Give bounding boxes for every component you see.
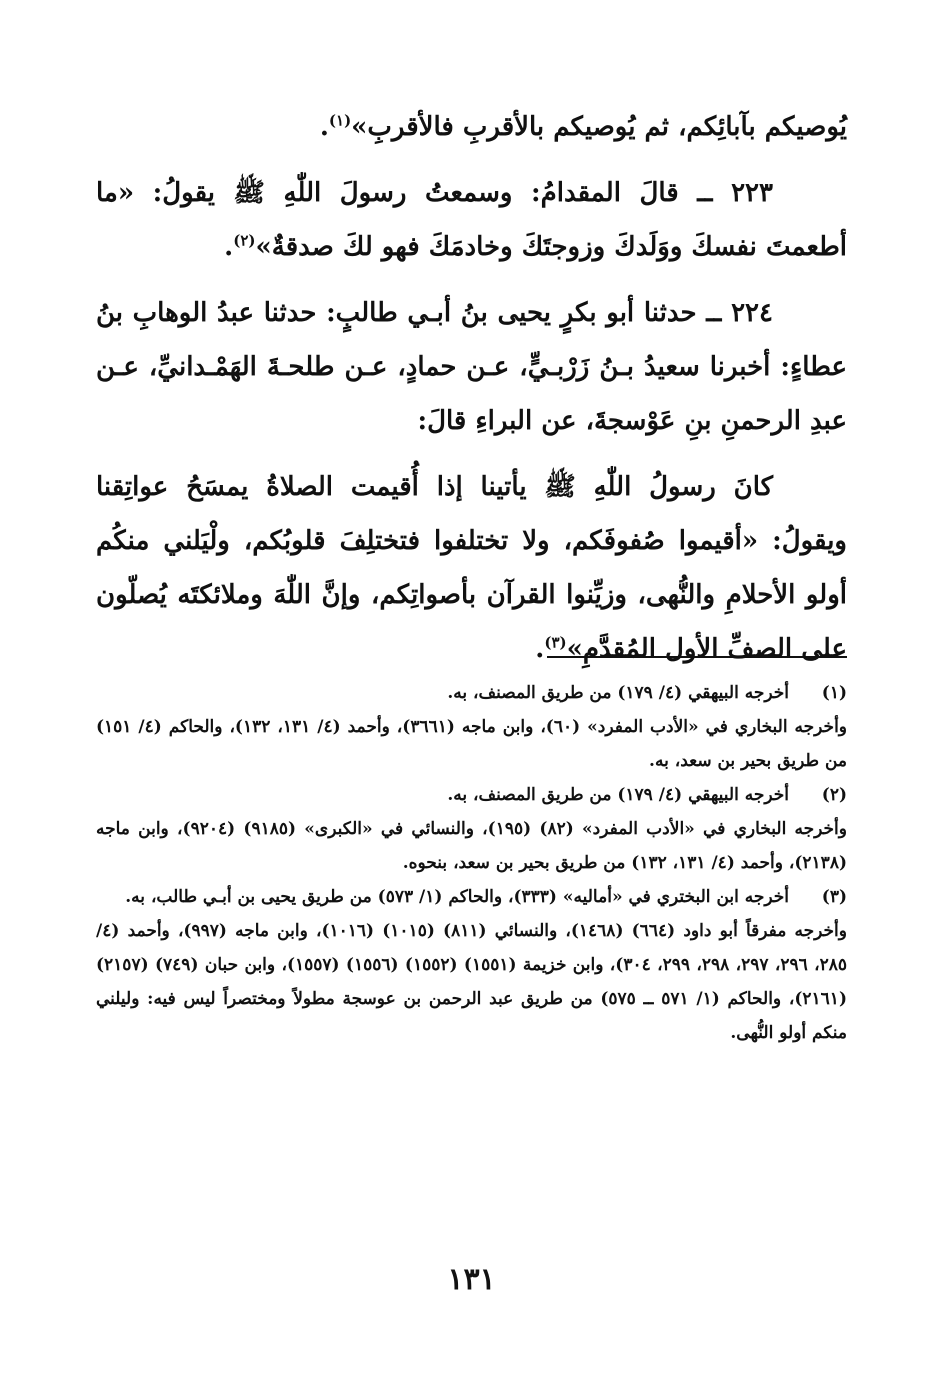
paragraph-text: يُوصيكم بآبائِكم، ثم يُوصيكم بالأقربِ فالأقربِ»	[351, 112, 847, 142]
main-text	[96, 100, 847, 688]
paragraph-text: كانَ رسولُ اللّٰهِ ﷺ يأتينا إذا أُقيمت الصلاةُ يمسَحُ عواتِقنا ويقولُ: «أقيموا صُفوفَكم، ولا تختلفوا فتختلِفَ قلوبُكم، ولْيَلني منكُم أولو الأحلامِ والنُّهى، وزيِّنوا القرآن بأصواتِكم، وإنَّ اللّٰهَ وملائكتَه يُصلّون على الصفِّ الأول المُقدَّمِ»	[96, 472, 847, 664]
footnote-1	[96, 676, 847, 710]
footnote-number: (٣)	[821, 887, 847, 907]
footnote-2	[96, 778, 847, 812]
footnote-number: (٢)	[821, 785, 847, 805]
footnote-continuation: وأخرجه مفرقاً أبو داود (٦٦٤) (١٤٦٨)، والنسائي (٨١١) (١٠١٥) (١٠١٦)، وابن ماجه (٩٩٧)، وأحمد (٤/ ٢٨٥، ٢٩٦، ٢٩٧، ٢٩٨، ٢٩٩، ٣٠٤)، وابن خزيمة (١٥٥١) (١٥٥٢) (١٥٥٦) (١٥٥٧)، وابن حبان (٧٤٩) (٢١٥٧) (٢١٦١)، والحاكم (١/ ٥٧١ ــ ٥٧٥) من طريق عبد الرحمن بن عوسجة مطولاً ومختصراً ليس فيه: وليلني منكم أولو النُّهى.	[96, 921, 848, 1043]
hadith-224-text	[96, 460, 847, 676]
footnote-ref-3[interactable]: (٣)	[544, 633, 567, 652]
paragraph-end: .	[535, 634, 545, 664]
footnote-number: (١)	[821, 683, 847, 703]
footnote-divider	[547, 656, 847, 658]
paragraph-end: .	[224, 232, 234, 262]
page-number: ١٣١	[447, 1262, 496, 1297]
footnote-ref-2[interactable]: (٢)	[233, 231, 256, 250]
hadith-223	[96, 166, 847, 274]
footnote-ref-1[interactable]: (١)	[328, 111, 352, 130]
footnote-text: أخرجه البيهقي (٤/ ١٧٩) من طريق المصنف، به.	[447, 683, 789, 703]
paragraph-text: ٢٢٣ ــ قالَ المقدامُ: وسمعتُ رسولَ اللّٰهِ ﷺ يقولُ: «ما أطعمتَ نفسكَ ووَلَدكَ وزوجتَكَ وخادمَكَ فهو لكَ صدقةٌ»	[96, 178, 847, 262]
footnote-continuation: وأخرجه البخاري في «الأدب المفرد» (٦٠)، وابن ماجه (٣٦٦١)، وأحمد (٤/ ١٣١، ١٣٢)، والحاكم (٤/ ١٥١) من طريق بحير بن سعد، به.	[96, 717, 847, 771]
paragraph-end: .	[319, 112, 329, 142]
paragraph-text: ٢٢٤ ــ حدثنا أبو بكرٍ يحيى بنُ أبـي طالبٍ: حدثنا عبدُ الوهابِ بنُ عطاءٍ: أخبرنا سعيدُ بـنُ زَرْبـيٍّ، عـن حمادٍ، عـن طلحـةَ الهَمْـدانيِّ، عـن عبدِ الرحمنِ بنِ عَوْسجةَ، عن البراءِ قالَ:	[96, 298, 847, 436]
hadith-224-chain	[96, 286, 847, 448]
footnote-continuation: وأخرجه البخاري في «الأدب المفرد» (٨٢) (١٩٥)، والنسائي في «الكبرى» (٩١٨٥) (٩٢٠٤)، وابن ماجه (٢١٣٨)، وأحمد (٤/ ١٣١، ١٣٢) من طريق بحير بن سعد، بنحوه.	[96, 819, 847, 873]
footnote-text: أخرجه ابن البختري في «أماليه» (٣٣٣)، والحاكم (١/ ٥٧٣) من طريق يحيى بن أبـي طالب، به.	[125, 887, 789, 907]
book-page	[96, 0, 847, 1390]
footnotes-section	[96, 676, 847, 1050]
footnote-3	[96, 880, 847, 914]
paragraph-continuation	[96, 100, 847, 154]
footnote-text: أخرجه البيهقي (٤/ ١٧٩) من طريق المصنف، به.	[447, 785, 789, 805]
